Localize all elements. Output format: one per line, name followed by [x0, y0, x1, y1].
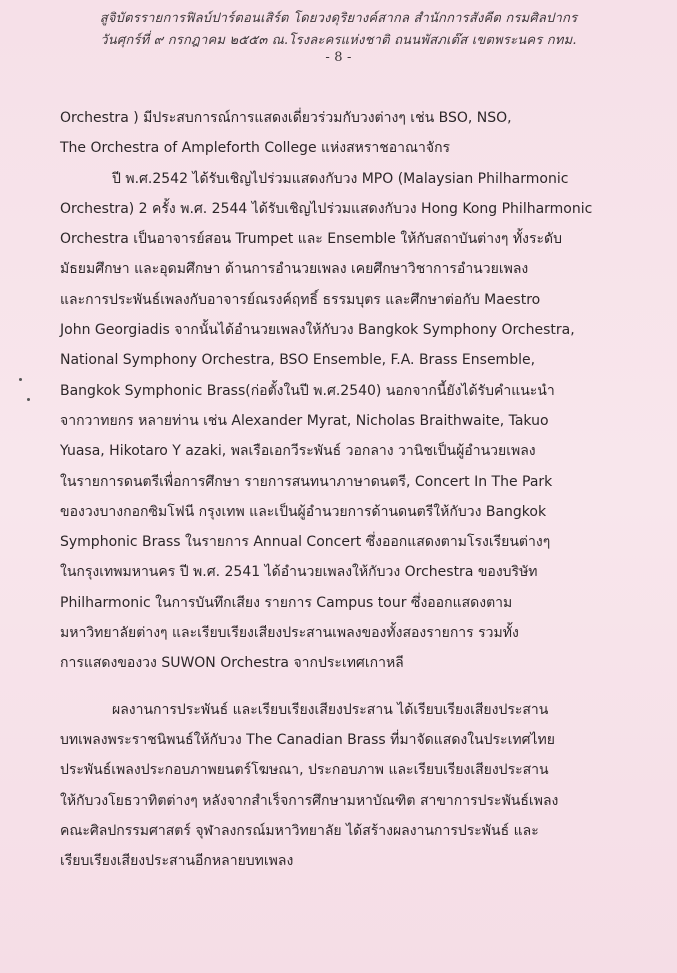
scan-speck	[27, 398, 30, 401]
header-title-line: สูจิบัตรรายการฟิลบ์ปาร์ตอนเสิร์ต โดยวงดุริยางค์สากล สำนักการสังคีต กรมศิลปากร	[99, 11, 578, 26]
text-line: Symphonic Brass ในรายการ Annual Concert ซึ่งออกแสดงตามโรงเรียนต่างๆ	[60, 534, 551, 551]
text-line: และการประพันธ์เพลงกับอาจารย์ณรงค์ฤทธิ์ ธรรมบุตร และศึกษาต่อกับ Maestro	[60, 291, 541, 308]
text-line: John Georgiadis จากนั้นได้อำนวยเพลงให้กับวง Bangkok Symphony Orchestra,	[60, 322, 575, 339]
page-number: - 8 -	[325, 50, 352, 65]
text-line: Orchestra เป็นอาจารย์สอน Trumpet และ Ensemble ให้กับสถาบันต่างๆ ทั้งระดับ	[60, 231, 562, 248]
text-line: มหาวิทยาลัยต่างๆ และเรียบเรียงเสียงประสานเพลงของทั้งสองรายการ รวมทั้ง	[60, 625, 519, 642]
text-line: Bangkok Symphonic Brass(ก่อตั้งในปี พ.ศ.2540) นอกจากนี้ยังได้รับคำแนะนำ	[60, 382, 555, 399]
text-line: การแสดงของวง SUWON Orchestra จากประเทศเกาหลี	[60, 655, 404, 672]
page-header	[0, 8, 677, 66]
text-line: คณะศิลปกรรมศาสตร์ จุฬาลงกรณ์มหาวิทยาลัย ได้สร้างผลงานการประพันธ์ และ	[60, 822, 539, 839]
text-line: ในรายการดนตรีเพื่อการศึกษา รายการสนทนาภาษาดนตรี, Concert In The Park	[60, 473, 553, 490]
text-line: ให้กับวงโยธวาทิตต่างๆ หลังจากสำเร็จการศึกษามหาบัณฑิต สาขาการประพันธ์เพลง	[60, 792, 559, 809]
text-line: The Orchestra of Ampleforth College แห่งสหราชอาณาจักร	[60, 140, 451, 157]
paragraph-gap	[60, 679, 660, 695]
text-line: Orchestra) 2 ครั้ง พ.ศ. 2544 ได้รับเชิญไปร่วมแสดงกับวง Hong Kong Philharmonic	[60, 200, 593, 217]
text-line: ผลงานการประพันธ์ และเรียบเรียงเสียงประสาน ได้เรียบเรียงเสียงประสาน	[112, 701, 549, 718]
text-line: เรียบเรียงเสียงประสานอีกหลายบทเพลง	[60, 853, 294, 870]
text-line: Philharmonic ในการบันทึกเสียง รายการ Campus tour ซึ่งออกแสดงตาม	[60, 594, 513, 611]
text-line: Orchestra ) มีประสบการณ์การแสดงเดี่ยวร่วมกับวงต่างๆ เช่น BSO, NSO,	[60, 110, 512, 126]
text-line: ในกรุงเทพมหานคร ปี พ.ศ. 2541 ได้อำนวยเพลงให้กับวง Orchestra ของบริษัท	[60, 564, 538, 581]
text-line: มัธยมศึกษา และอุดมศึกษา ด้านการอำนวยเพลง เคยศึกษาวิชาการอำนวยเพลง	[60, 261, 529, 278]
text-line: National Symphony Orchestra, BSO Ensemble, F.A. Brass Ensemble,	[60, 352, 536, 369]
text-line: ปี พ.ศ.2542 ได้รับเชิญไปร่วมแสดงกับวง MPO (Malaysian Philharmonic	[112, 170, 569, 187]
header-date-venue-line: วันศุกร์ที่ ๙ กรกฎาคม ๒๕๕๓ ณ.โรงละครแห่งชาติ ถนนพัสภเต๊ส เขตพระนคร กทม.	[100, 33, 577, 48]
text-line: บทเพลงพระราชนิพนธ์ให้กับวง The Canadian Brass ที่มาจัดแสดงในประเทศไทย	[60, 731, 555, 748]
text-line: จากวาทยกร หลายท่าน เช่น Alexander Myrat, Nicholas Braithwaite, Takuo	[60, 412, 549, 429]
text-line: ประพันธ์เพลงประกอบภาพยนตร์โฆษณา, ประกอบภาพ และเรียบเรียงเสียงประสาน	[60, 762, 549, 779]
scan-speck	[19, 378, 22, 381]
document-body	[60, 103, 660, 876]
text-line: ของวงบางกอกซิมโฟนี กรุงเทพ และเป็นผู้อำนวยการด้านดนตรีให้กับวง Bangkok	[60, 503, 547, 520]
text-line: Yuasa, Hikotaro Y azaki, พลเรือเอกวีระพันธ์ วอกลาง วานิชเป็นผู้อำนวยเพลง	[60, 443, 536, 460]
